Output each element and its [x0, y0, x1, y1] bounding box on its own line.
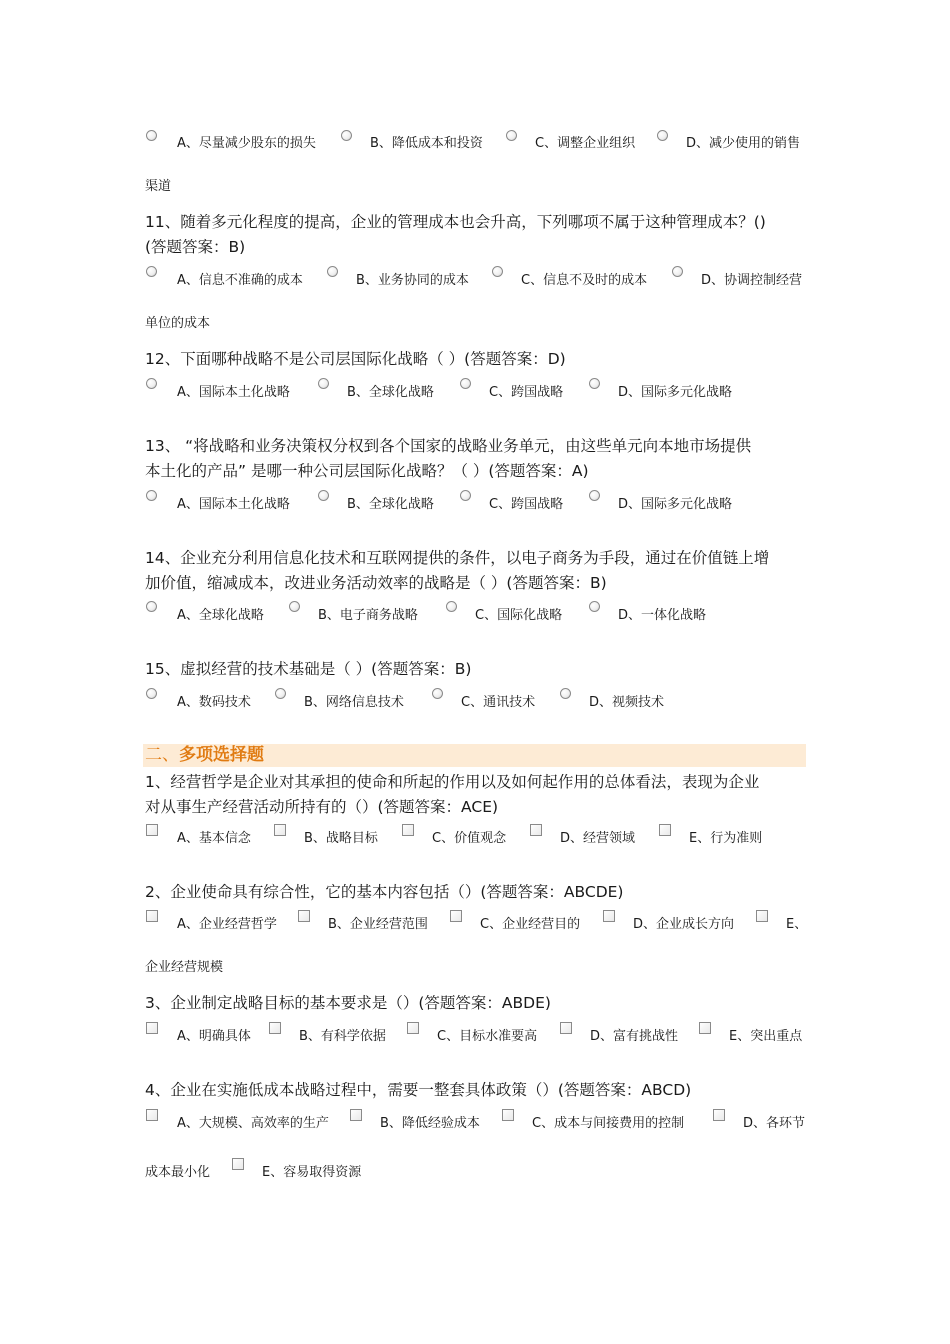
m2-question-line1: 2、企业使命具有综合性，它的基本内容包括（）(答题答案：ABCDE): [145, 883, 624, 901]
q15-option-a: A、数码技术: [177, 695, 251, 710]
m3-checkbox-e[interactable]: [699, 1022, 711, 1034]
m2-option-continuation: 企业经营规模: [145, 960, 224, 975]
m4-option-d: D、各环节: [743, 1116, 806, 1131]
q15-option-d: D、视频技术: [589, 695, 665, 710]
q12-radio-c[interactable]: [460, 378, 471, 389]
q15-question-line1: 15、虚拟经营的技术基础是（ ）(答题答案：B): [145, 660, 472, 678]
m4-option-c: C、成本与间接费用的控制: [532, 1116, 685, 1131]
q11-question-line1: 11、随着多元化程度的提高，企业的管理成本也会升高，下列哪项不属于这种管理成本？(): [145, 213, 766, 231]
m3-checkbox-d[interactable]: [560, 1022, 572, 1034]
q13-question-line1: 13、 “将战略和业务决策权分权到各个国家的战略业务单元，由这些单元向本地市场提供: [145, 437, 752, 455]
m4-question-line1: 4、企业在实施低成本战略过程中，需要一整套具体政策（）(答题答案：ABCD): [145, 1081, 692, 1099]
m3-option-a: A、明确具体: [177, 1029, 251, 1044]
q14-option-d: D、一体化战略: [618, 608, 707, 623]
m3-checkbox-c[interactable]: [407, 1022, 419, 1034]
q12-option-d: D、国际多元化战略: [618, 385, 733, 400]
m1-option-d: D、经营领域: [560, 831, 636, 846]
q12-option-b: B、全球化战略: [347, 385, 434, 400]
m4-checkbox-b[interactable]: [350, 1109, 362, 1121]
q14-radio-a[interactable]: [146, 601, 157, 612]
m3-checkbox-b[interactable]: [269, 1022, 281, 1034]
q13-radio-a[interactable]: [146, 490, 157, 501]
q14-question-line1: 14、企业充分利用信息化技术和互联网提供的条件，以电子商务为手段，通过在价值链上增: [145, 549, 770, 567]
q14-radio-d[interactable]: [589, 601, 600, 612]
m1-question-line2: 对从事生产经营活动所持有的（）(答题答案：ACE): [145, 798, 499, 816]
m4-option-continuation: 成本最小化: [145, 1165, 211, 1180]
m2-option-e: E、: [786, 917, 808, 932]
q12-option-c: C、跨国战略: [489, 385, 564, 400]
q14-radio-c[interactable]: [446, 601, 457, 612]
m1-option-c: C、价值观念: [432, 831, 507, 846]
m3-option-b: B、有科学依据: [299, 1029, 386, 1044]
q13-option-c: C、跨国战略: [489, 497, 564, 512]
q11-option-b: B、业务协同的成本: [356, 273, 469, 288]
m1-checkbox-c[interactable]: [402, 824, 414, 836]
q13-option-b: B、全球化战略: [347, 497, 434, 512]
q14-option-a: A、全球化战略: [177, 608, 264, 623]
q10-option-b: B、降低成本和投资: [370, 136, 483, 151]
m1-checkbox-b[interactable]: [274, 824, 286, 836]
q10-radio-d[interactable]: [657, 130, 668, 141]
q10-option-continuation: 渠道: [145, 179, 172, 194]
q14-option-b: B、电子商务战略: [318, 608, 418, 623]
m3-question-line1: 3、企业制定战略目标的基本要求是（）(答题答案：ABDE): [145, 994, 551, 1012]
q12-radio-b[interactable]: [318, 378, 329, 389]
m4-checkbox-e[interactable]: [232, 1158, 244, 1170]
q14-question-line2: 加价值，缩减成本，改进业务活动效率的战略是（ ）(答题答案：B): [145, 574, 607, 592]
q14-option-c: C、国际化战略: [475, 608, 563, 623]
q15-radio-c[interactable]: [432, 688, 443, 699]
q11-question-line2: (答题答案：B): [145, 238, 246, 256]
q15-option-b: B、网络信息技术: [304, 695, 404, 710]
m2-option-a: A、企业经营哲学: [177, 917, 277, 932]
q13-option-d: D、国际多元化战略: [618, 497, 733, 512]
m3-checkbox-a[interactable]: [146, 1022, 158, 1034]
m2-checkbox-b[interactable]: [298, 910, 310, 922]
m3-option-d: D、富有挑战性: [590, 1029, 679, 1044]
q11-radio-b[interactable]: [327, 266, 338, 277]
m2-option-d: D、企业成长方向: [633, 917, 735, 932]
q12-option-a: A、国际本土化战略: [177, 385, 290, 400]
section-title: [145, 744, 264, 767]
section-title-text: 多项选择题: [179, 745, 264, 765]
q10-radio-a[interactable]: [146, 130, 157, 141]
q11-option-c: C、信息不及时的成本: [521, 273, 648, 288]
q13-radio-c[interactable]: [460, 490, 471, 501]
q14-radio-b[interactable]: [289, 601, 300, 612]
q10-option-a: A、尽量减少股东的损失: [177, 136, 316, 151]
m4-option-a: A、大规模、高效率的生产: [177, 1116, 329, 1131]
q13-question-line2: 本土化的产品” 是哪一种公司层国际化战略？（ ）(答题答案：A): [145, 462, 589, 480]
m3-option-c: C、目标水准要高: [437, 1029, 538, 1044]
q11-option-a: A、信息不准确的成本: [177, 273, 303, 288]
q15-option-c: C、通讯技术: [461, 695, 536, 710]
q10-option-c: C、调整企业组织: [535, 136, 636, 151]
q15-radio-d[interactable]: [560, 688, 571, 699]
m4-checkbox-c[interactable]: [502, 1109, 514, 1121]
q13-option-a: A、国际本土化战略: [177, 497, 290, 512]
m1-checkbox-e[interactable]: [659, 824, 671, 836]
q13-radio-b[interactable]: [318, 490, 329, 501]
q10-radio-b[interactable]: [341, 130, 352, 141]
q11-option-d: D、协调控制经营: [701, 273, 803, 288]
m2-checkbox-c[interactable]: [450, 910, 462, 922]
m1-option-e: E、行为准则: [689, 831, 763, 846]
m3-option-e: E、突出重点: [729, 1029, 803, 1044]
m2-checkbox-e[interactable]: [756, 910, 768, 922]
q15-radio-b[interactable]: [275, 688, 286, 699]
q12-question-line1: 12、下面哪种战略不是公司层国际化战略（ ）(答题答案：D): [145, 350, 566, 368]
q15-radio-a[interactable]: [146, 688, 157, 699]
m4-checkbox-a[interactable]: [146, 1109, 158, 1121]
m1-option-b: B、战略目标: [304, 831, 378, 846]
q11-radio-a[interactable]: [146, 266, 157, 277]
q11-radio-d[interactable]: [672, 266, 683, 277]
m2-option-b: B、企业经营范围: [328, 917, 428, 932]
m1-option-a: A、基本信念: [177, 831, 251, 846]
q10-option-d: D、减少使用的销售: [686, 136, 801, 151]
m1-checkbox-a[interactable]: [146, 824, 158, 836]
m1-checkbox-d[interactable]: [530, 824, 542, 836]
section-prefix: 二、: [145, 745, 179, 765]
m1-question-line1: 1、经营哲学是企业对其承担的使命和所起的作用以及如何起作用的总体看法，表现为企业: [145, 773, 760, 791]
q11-option-continuation: 单位的成本: [145, 316, 211, 331]
m4-option-e: E、容易取得资源: [262, 1165, 362, 1180]
m4-option-b: B、降低经验成本: [380, 1116, 480, 1131]
m2-option-c: C、企业经营目的: [480, 917, 581, 932]
q12-radio-d[interactable]: [589, 378, 600, 389]
m4-checkbox-d[interactable]: [713, 1109, 725, 1121]
q13-radio-d[interactable]: [589, 490, 600, 501]
q12-radio-a[interactable]: [146, 378, 157, 389]
q11-radio-c[interactable]: [492, 266, 503, 277]
m2-checkbox-a[interactable]: [146, 910, 158, 922]
q10-radio-c[interactable]: [506, 130, 517, 141]
m2-checkbox-d[interactable]: [603, 910, 615, 922]
